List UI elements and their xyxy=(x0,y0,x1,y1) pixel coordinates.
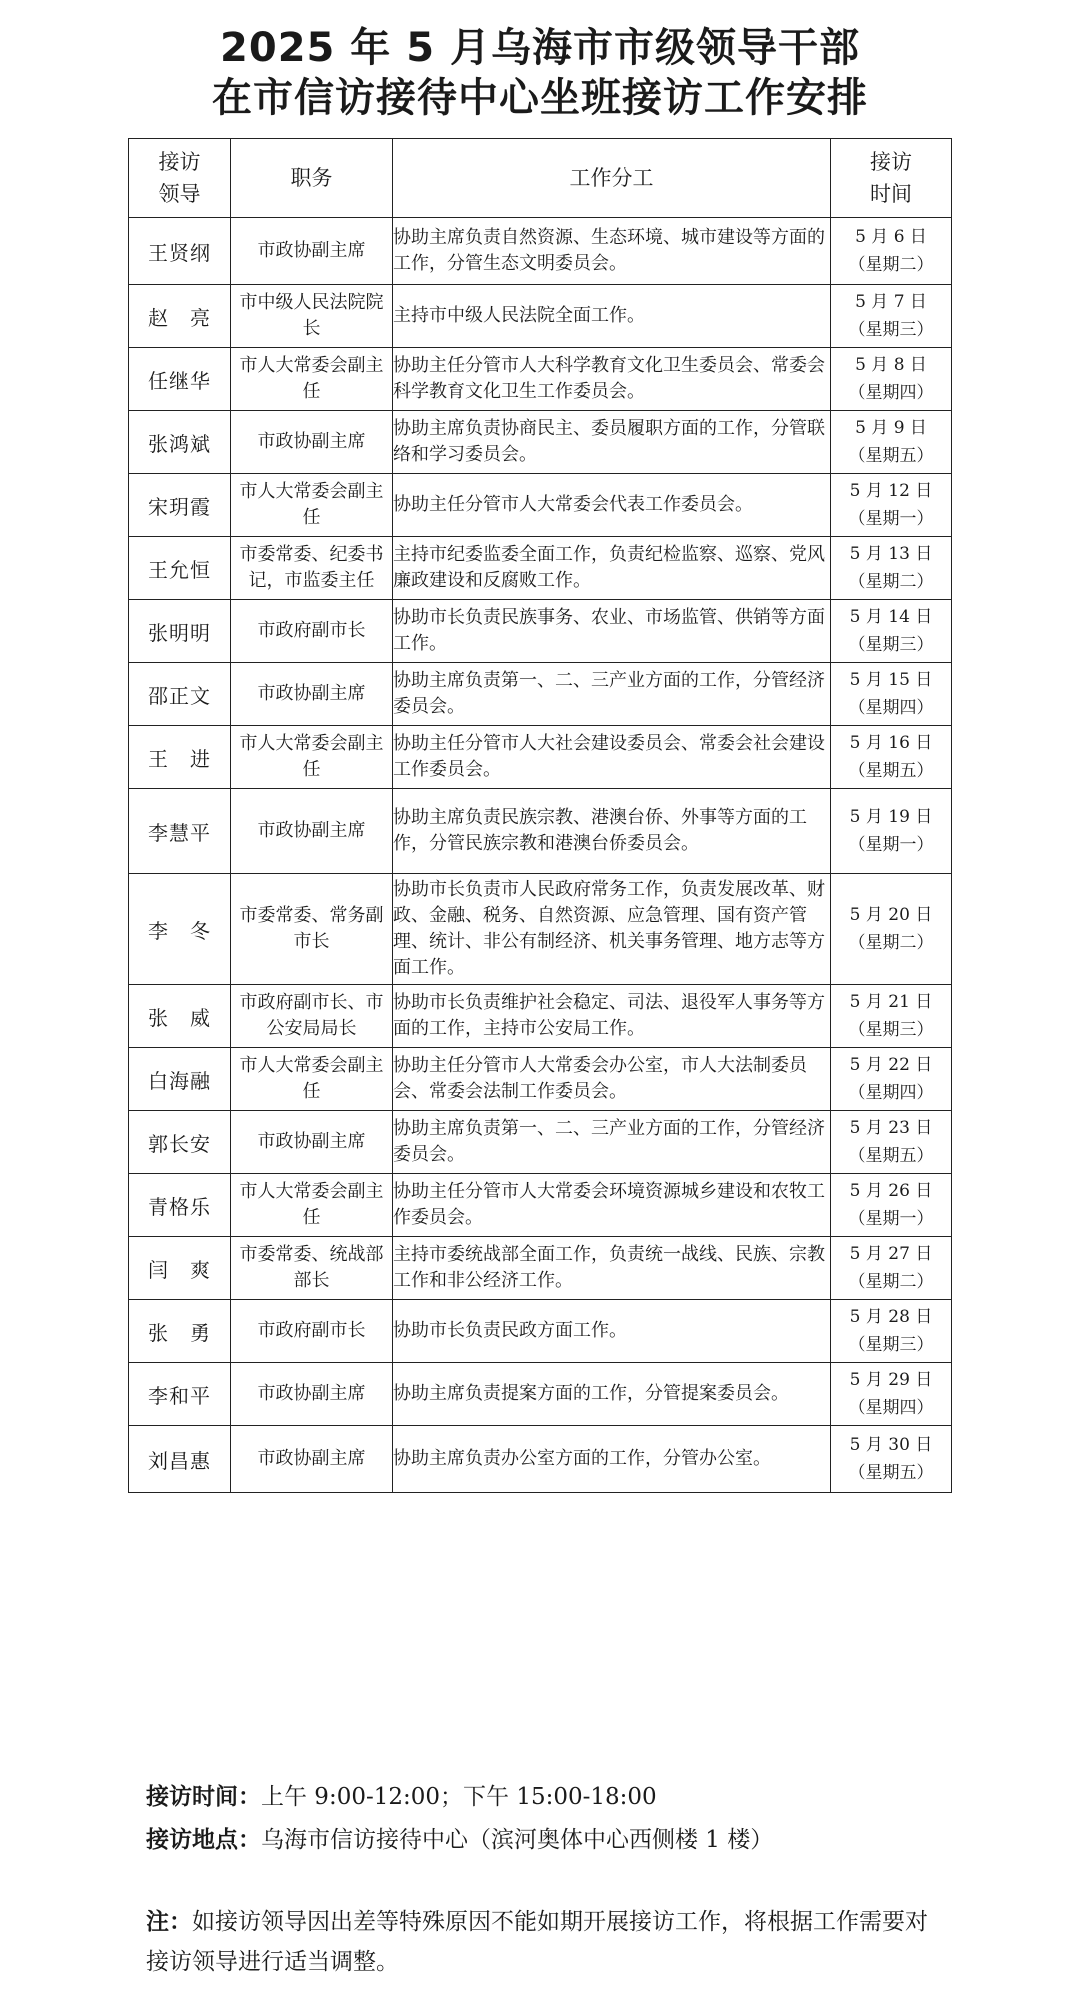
cell-time xyxy=(831,985,952,1048)
cell-date: 5 月 13 日 xyxy=(849,544,933,564)
cell-time xyxy=(831,874,952,985)
table-body xyxy=(129,218,952,1493)
cell-weekday: （星期五） xyxy=(848,446,934,466)
cell-position: 市人大常委会副主任 xyxy=(231,1174,393,1237)
cell-date: 5 月 22 日 xyxy=(849,1055,933,1075)
cell-date: 5 月 12 日 xyxy=(849,481,933,501)
cell-weekday: （星期四） xyxy=(848,383,934,403)
cell-date: 5 月 15 日 xyxy=(849,670,933,690)
cell-leader-name: 刘昌惠 xyxy=(129,1426,231,1493)
visit-time xyxy=(146,1778,657,1811)
cell-time xyxy=(831,1048,952,1111)
cell-position: 市政府副市长、市公安局局长 xyxy=(231,985,393,1048)
cell-time xyxy=(831,411,952,474)
cell-duty: 协助主席负责提案方面的工作，分管提案委员会。 xyxy=(393,1363,831,1426)
cell-weekday: （星期四） xyxy=(848,1398,934,1418)
cell-time xyxy=(831,474,952,537)
cell-leader-name: 王允恒 xyxy=(129,537,231,600)
schedule-table xyxy=(128,138,952,1493)
cell-position: 市政协副主席 xyxy=(231,411,393,474)
cell-leader-name: 张鸿斌 xyxy=(129,411,231,474)
cell-weekday: （星期五） xyxy=(848,1146,934,1166)
cell-leader-name: 李和平 xyxy=(129,1363,231,1426)
cell-position: 市政协副主席 xyxy=(231,1363,393,1426)
visit-place xyxy=(146,1821,773,1854)
cell-duty: 协助主任分管市人大科学教育文化卫生委员会、常委会科学教育文化卫生工作委员会。 xyxy=(393,348,831,411)
cell-position: 市政协副主席 xyxy=(231,789,393,874)
cell-position: 市人大常委会副主任 xyxy=(231,348,393,411)
cell-duty: 协助主席负责自然资源、生态环境、城市建设等方面的工作，分管生态文明委员会。 xyxy=(393,218,831,285)
cell-leader-name: 赵 亮 xyxy=(129,285,231,348)
cell-duty: 主持市中级人民法院全面工作。 xyxy=(393,285,831,348)
table-row xyxy=(129,789,952,874)
table-row xyxy=(129,600,952,663)
cell-weekday: （星期三） xyxy=(848,635,934,655)
cell-position: 市中级人民法院院长 xyxy=(231,285,393,348)
cell-duty: 协助市长负责市人民政府常务工作，负责发展改革、财政、金融、税务、自然资源、应急管理、国有资产管理、统计、非公有制经济、机关事务管理、地方志等方面工作。 xyxy=(393,874,831,985)
cell-duty: 协助主任分管市人大社会建设委员会、常委会社会建设工作委员会。 xyxy=(393,726,831,789)
table-row xyxy=(129,474,952,537)
document-title-line-2: 在市信访接待中心坐班接访工作安排 xyxy=(212,75,868,121)
note xyxy=(146,1902,946,1982)
cell-weekday: （星期四） xyxy=(848,1083,934,1103)
cell-duty: 协助市长负责维护社会稳定、司法、退役军人事务等方面的工作，主持市公安局工作。 xyxy=(393,985,831,1048)
cell-leader-name: 宋玥霞 xyxy=(129,474,231,537)
cell-time xyxy=(831,663,952,726)
cell-duty: 协助主任分管市人大常委会代表工作委员会。 xyxy=(393,474,831,537)
visit-place-value: 乌海市信访接待中心（滨河奥体中心西侧楼 1 楼） xyxy=(261,1827,774,1853)
cell-date: 5 月 20 日 xyxy=(849,905,933,925)
cell-position: 市政府副市长 xyxy=(231,1300,393,1363)
table-row xyxy=(129,874,952,985)
table-row xyxy=(129,1111,952,1174)
table-row xyxy=(129,411,952,474)
table-row xyxy=(129,285,952,348)
cell-time xyxy=(831,1300,952,1363)
cell-leader-name: 李 冬 xyxy=(129,874,231,985)
cell-duty: 协助市长负责民族事务、农业、市场监管、供销等方面工作。 xyxy=(393,600,831,663)
cell-leader-name: 王贤纲 xyxy=(129,218,231,285)
cell-date: 5 月 9 日 xyxy=(855,418,927,438)
cell-duty: 协助主席负责办公室方面的工作，分管办公室。 xyxy=(393,1426,831,1493)
cell-date: 5 月 7 日 xyxy=(855,292,927,312)
cell-date: 5 月 26 日 xyxy=(849,1181,933,1201)
cell-time xyxy=(831,218,952,285)
cell-weekday: （星期二） xyxy=(848,572,934,592)
table-row xyxy=(129,1300,952,1363)
cell-date: 5 月 16 日 xyxy=(849,733,933,753)
cell-position: 市人大常委会副主任 xyxy=(231,1048,393,1111)
cell-position: 市政协副主席 xyxy=(231,1111,393,1174)
cell-time xyxy=(831,1426,952,1493)
cell-time xyxy=(831,600,952,663)
cell-weekday: （星期三） xyxy=(848,320,934,340)
cell-leader-name: 张 勇 xyxy=(129,1300,231,1363)
cell-duty: 协助主席负责第一、二、三产业方面的工作，分管经济委员会。 xyxy=(393,663,831,726)
note-text: 如接访领导因出差等特殊原因不能如期开展接访工作，将根据工作需要对接访领导进行适当调整。 xyxy=(146,1909,928,1975)
cell-time xyxy=(831,285,952,348)
visit-time-label: 接访时间： xyxy=(146,1784,261,1810)
cell-position: 市政协副主席 xyxy=(231,663,393,726)
cell-duty: 主持市纪委监委全面工作，负责纪检监察、巡察、党风廉政建设和反腐败工作。 xyxy=(393,537,831,600)
cell-date: 5 月 14 日 xyxy=(849,607,933,627)
table-row xyxy=(129,985,952,1048)
table-row xyxy=(129,1048,952,1111)
table-row xyxy=(129,537,952,600)
cell-duty: 协助主任分管市人大常委会环境资源城乡建设和农牧工作委员会。 xyxy=(393,1174,831,1237)
cell-leader-name: 青格乐 xyxy=(129,1174,231,1237)
cell-leader-name: 郭长安 xyxy=(129,1111,231,1174)
header-leader: 接访领导 xyxy=(129,139,231,218)
cell-date: 5 月 27 日 xyxy=(849,1244,933,1264)
cell-time xyxy=(831,348,952,411)
cell-position: 市委常委、常务副市长 xyxy=(231,874,393,985)
header-position: 职务 xyxy=(231,139,393,218)
cell-weekday: （星期四） xyxy=(848,698,934,718)
visit-time-value: 上午 9:00-12:00；下午 15:00-18:00 xyxy=(261,1784,657,1810)
cell-leader-name: 张 威 xyxy=(129,985,231,1048)
table-row xyxy=(129,348,952,411)
cell-weekday: （星期二） xyxy=(848,255,934,275)
cell-weekday: （星期一） xyxy=(848,1209,934,1229)
cell-duty: 协助主席负责第一、二、三产业方面的工作，分管经济委员会。 xyxy=(393,1111,831,1174)
table-row xyxy=(129,1363,952,1426)
cell-leader-name: 白海融 xyxy=(129,1048,231,1111)
cell-position: 市人大常委会副主任 xyxy=(231,474,393,537)
cell-date: 5 月 29 日 xyxy=(849,1370,933,1390)
cell-position: 市政府副市长 xyxy=(231,600,393,663)
cell-position: 市委常委、统战部部长 xyxy=(231,1237,393,1300)
table-row xyxy=(129,726,952,789)
table-row xyxy=(129,218,952,285)
cell-weekday: （星期二） xyxy=(848,933,934,953)
cell-time xyxy=(831,1363,952,1426)
cell-date: 5 月 28 日 xyxy=(849,1307,933,1327)
table-header-row xyxy=(129,139,952,218)
cell-weekday: （星期三） xyxy=(848,1020,934,1040)
cell-weekday: （星期一） xyxy=(848,835,934,855)
cell-position: 市政协副主席 xyxy=(231,1426,393,1493)
table-row xyxy=(129,663,952,726)
cell-duty: 协助主席负责民族宗教、港澳台侨、外事等方面的工作，分管民族宗教和港澳台侨委员会。 xyxy=(393,789,831,874)
cell-time xyxy=(831,726,952,789)
document-title-line-1: 2025 年 5 月乌海市市级领导干部 xyxy=(220,25,860,71)
cell-duty: 协助主任分管市人大常委会办公室，市人大法制委员会、常委会法制工作委员会。 xyxy=(393,1048,831,1111)
cell-date: 5 月 23 日 xyxy=(849,1118,933,1138)
cell-duty: 协助主席负责协商民主、委员履职方面的工作，分管联络和学习委员会。 xyxy=(393,411,831,474)
cell-weekday: （星期三） xyxy=(848,1335,934,1355)
cell-date: 5 月 19 日 xyxy=(849,807,933,827)
table-row xyxy=(129,1174,952,1237)
cell-leader-name: 任继华 xyxy=(129,348,231,411)
cell-leader-name: 张明明 xyxy=(129,600,231,663)
cell-weekday: （星期一） xyxy=(848,509,934,529)
cell-leader-name: 李慧平 xyxy=(129,789,231,874)
cell-duty: 协助市长负责民政方面工作。 xyxy=(393,1300,831,1363)
cell-leader-name: 闫 爽 xyxy=(129,1237,231,1300)
cell-weekday: （星期五） xyxy=(848,761,934,781)
cell-time xyxy=(831,1237,952,1300)
cell-date: 5 月 8 日 xyxy=(855,355,927,375)
cell-leader-name: 王 进 xyxy=(129,726,231,789)
header-time: 接访时间 xyxy=(831,139,952,218)
cell-time xyxy=(831,537,952,600)
cell-position: 市人大常委会副主任 xyxy=(231,726,393,789)
cell-date: 5 月 6 日 xyxy=(855,227,927,247)
cell-time xyxy=(831,1174,952,1237)
cell-position: 市政协副主席 xyxy=(231,218,393,285)
visit-place-label: 接访地点： xyxy=(146,1827,261,1853)
cell-time xyxy=(831,789,952,874)
note-label: 注： xyxy=(146,1909,192,1935)
cell-time xyxy=(831,1111,952,1174)
header-duty: 工作分工 xyxy=(393,139,831,218)
cell-date: 5 月 21 日 xyxy=(849,992,933,1012)
table-row xyxy=(129,1237,952,1300)
table-row xyxy=(129,1426,952,1493)
cell-leader-name: 邵正文 xyxy=(129,663,231,726)
cell-weekday: （星期五） xyxy=(848,1463,934,1483)
cell-duty: 主持市委统战部全面工作，负责统一战线、民族、宗教工作和非公经济工作。 xyxy=(393,1237,831,1300)
cell-position: 市委常委、纪委书记，市监委主任 xyxy=(231,537,393,600)
cell-weekday: （星期二） xyxy=(848,1272,934,1292)
cell-date: 5 月 30 日 xyxy=(849,1435,933,1455)
